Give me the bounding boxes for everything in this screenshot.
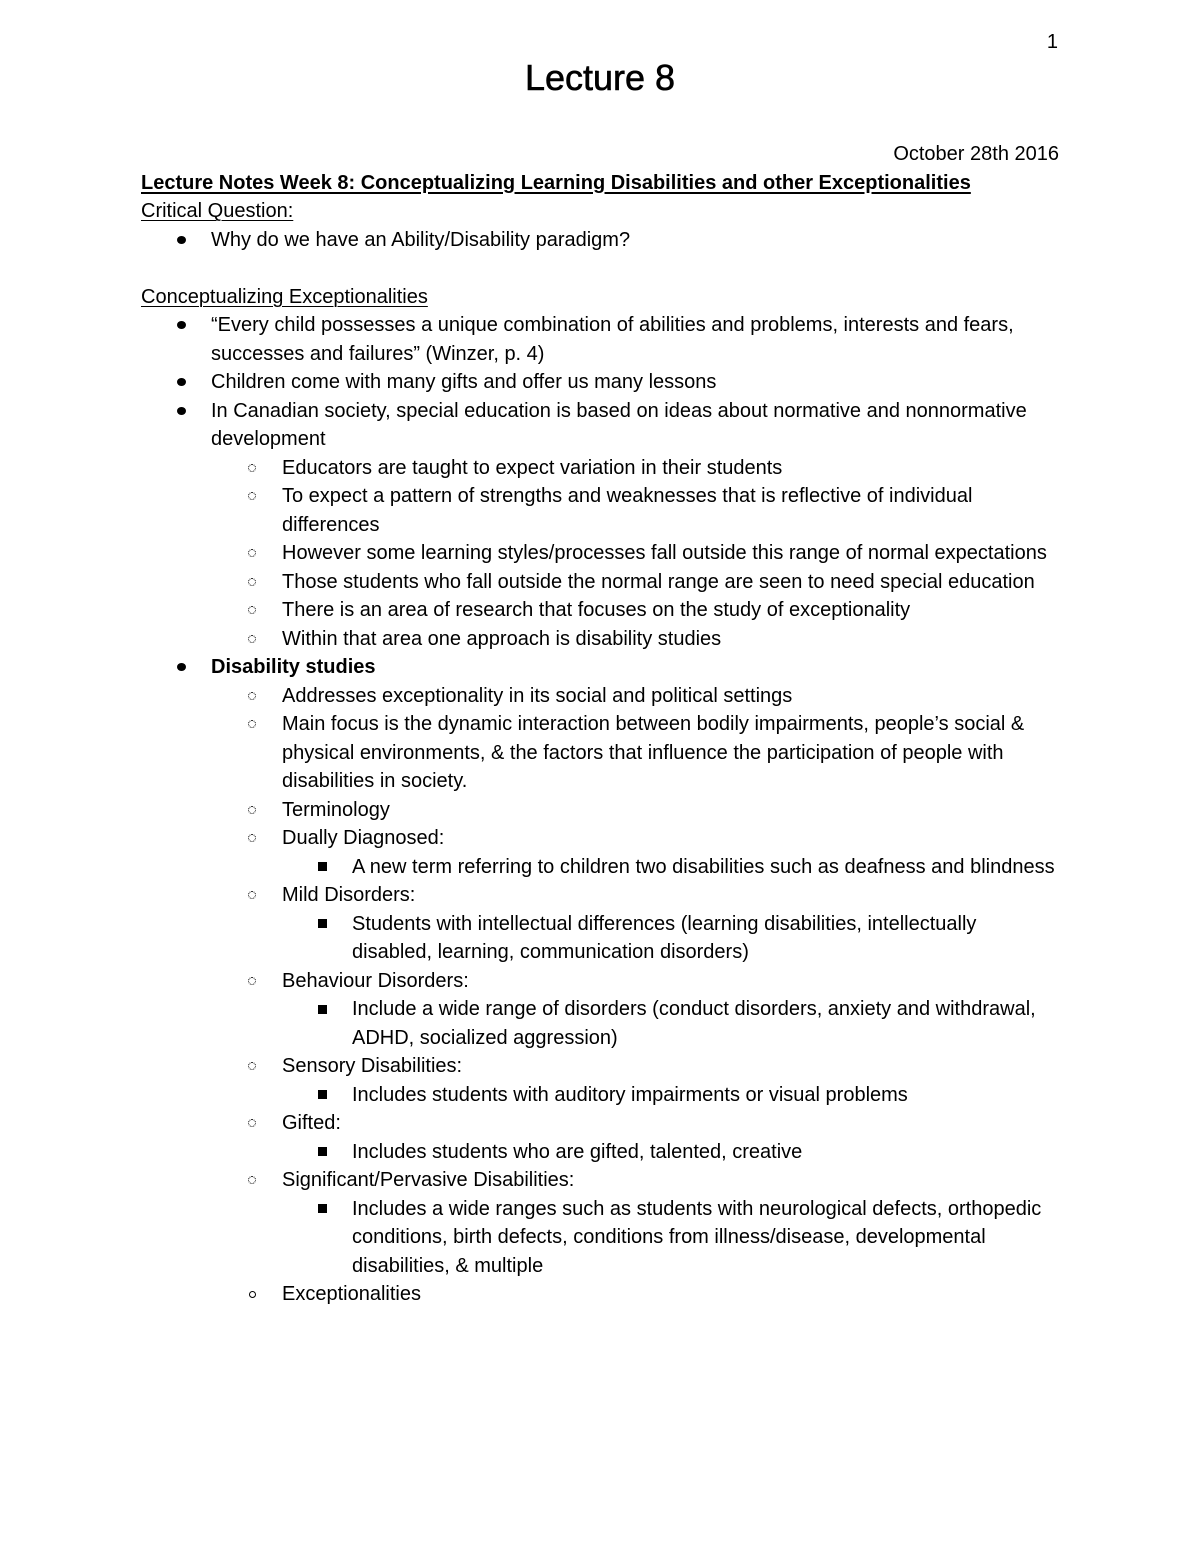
conceptualizing-list: [141, 311, 1059, 1309]
bullet-ring-icon: [242, 881, 262, 910]
category-detail: Include a wide range of disorders (conduct disorders, anxiety and withdrawal, ADHD, socialized aggression): [141, 995, 1059, 1052]
bullet-ring-icon: [242, 824, 262, 853]
bullet-square-icon: [312, 853, 332, 882]
bullet-ring-icon: [242, 796, 262, 825]
bullet-ring-icon: [242, 967, 262, 996]
bullet-ring-icon: [242, 625, 262, 654]
critical-question-label: Critical Question:: [141, 200, 294, 222]
category-detail: Includes a wide ranges such as students with neurological defects, orthopedic conditions, birth defects, conditions from illness/disease, developmental disabilities, & multiple: [141, 1195, 1059, 1281]
bullet-ring-icon: [242, 454, 262, 483]
bullet-ring-icon: [242, 539, 262, 568]
bullet-ring-icon: [242, 682, 262, 711]
bullet-ring-icon: [242, 1109, 262, 1138]
lecture-heading: Lecture Notes Week 8: Conceptualizing Learning Disabilities and other Exceptionalities: [141, 171, 971, 194]
bullet-square-icon: [312, 995, 332, 1024]
sub-list-item: Within that area one approach is disability studies: [141, 625, 1059, 654]
list-item: In Canadian society, special education is based on ideas about normative and nonnormative development: [141, 397, 1059, 454]
spacer: [141, 254, 1059, 283]
sub-list-item: There is an area of research that focuses on the study of exceptionality: [141, 596, 1059, 625]
sub-list-item: Those students who fall outside the normal range are seen to need special education: [141, 568, 1059, 597]
sub-list-item: However some learning styles/processes fall outside this range of normal expectations: [141, 539, 1059, 568]
bullet-dot-icon: [171, 226, 191, 255]
bullet-square-icon: [312, 1195, 332, 1224]
category-label: Dually Diagnosed:: [141, 824, 1059, 853]
bullet-dot-icon: [171, 368, 191, 397]
page-number: 1: [1046, 31, 1058, 53]
document-title: Lecture 8: [524, 57, 676, 98]
list-item: “Every child possesses a unique combination of abilities and problems, interests and fears, successes and failures” (Winzer, p. 4): [141, 311, 1059, 368]
bullet-ring-icon: [242, 710, 262, 739]
bullet-ring-icon: [242, 482, 262, 511]
sub-list-item: Educators are taught to expect variation in their students: [141, 454, 1059, 483]
bullet-square-icon: [312, 1081, 332, 1110]
bullet-square-icon: [312, 910, 332, 939]
category-detail: Includes students with auditory impairments or visual problems: [141, 1081, 1059, 1110]
category-detail: Includes students who are gifted, talented, creative: [141, 1138, 1059, 1167]
bullet-ring-icon: [242, 1166, 262, 1195]
list-item: Why do we have an Ability/Disability paradigm?: [141, 226, 1059, 255]
category-label: Behaviour Disorders:: [141, 967, 1059, 996]
bullet-dot-icon: [171, 397, 191, 426]
list-item: Children come with many gifts and offer us many lessons: [141, 368, 1059, 397]
conceptualizing-label: Conceptualizing Exceptionalities: [141, 285, 428, 308]
bullet-ring-icon: [242, 568, 262, 597]
bullet-ring-icon: [242, 596, 262, 625]
document-body: [141, 140, 1059, 1309]
sub-list-item: Addresses exceptionality in its social and political settings: [141, 682, 1059, 711]
category-label: Gifted:: [141, 1109, 1059, 1138]
critical-question-list: [141, 226, 1059, 255]
sub-list-item: To expect a pattern of strengths and weaknesses that is reflective of individual differences: [141, 482, 1059, 539]
sub-list-item: Exceptionalities: [141, 1280, 1059, 1309]
sub-list-item: Main focus is the dynamic interaction between bodily impairments, people’s social & physical environments, & the factors that influence the participation of people with disabilities in society.: [141, 710, 1059, 796]
category-label: Significant/Pervasive Disabilities:: [141, 1166, 1059, 1195]
category-label: Mild Disorders:: [141, 881, 1059, 910]
bullet-ring-icon: [242, 1280, 262, 1309]
bullet-dot-icon: [171, 311, 191, 340]
bullet-square-icon: [312, 1138, 332, 1167]
bullet-ring-icon: [242, 1052, 262, 1081]
category-label: Sensory Disabilities:: [141, 1052, 1059, 1081]
list-item-disability-studies: Disability studies: [141, 653, 1059, 682]
sub-list-item: Terminology: [141, 796, 1059, 825]
lecture-date: October 28th 2016: [893, 143, 1059, 165]
bullet-dot-icon: [171, 653, 191, 682]
category-detail: Students with intellectual differences (learning disabilities, intellectually disabled, learning, communication disorders): [141, 910, 1059, 967]
category-detail: A new term referring to children two disabilities such as deafness and blindness: [141, 853, 1059, 882]
